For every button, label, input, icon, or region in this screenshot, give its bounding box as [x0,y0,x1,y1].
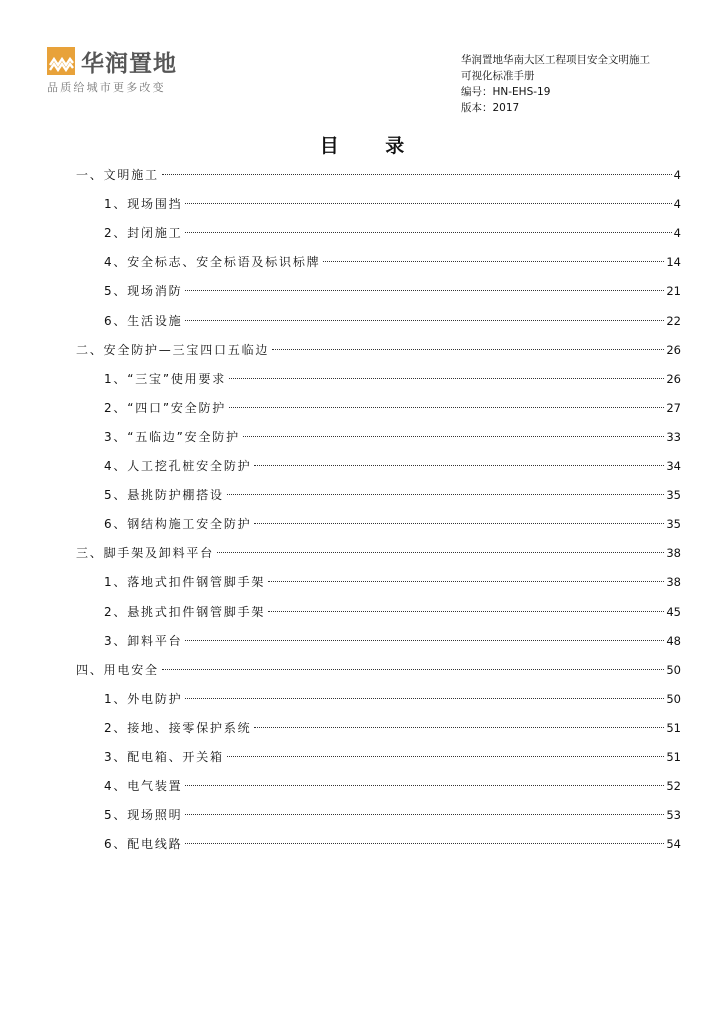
toc-dot-leader [162,174,672,175]
toc-entry-label: 3、“五临边”安全防护 [104,429,240,444]
toc-entry-label: 4、人工挖孔桩安全防护 [104,459,252,473]
toc-dot-leader [254,523,664,524]
toc-dot-leader [227,494,665,495]
toc-dot-leader [268,611,664,612]
toc-section-entry[interactable] [104,281,681,301]
toc-dot-leader [227,756,665,757]
toc-entry-label: 1、现场围挡 [104,197,183,212]
toc-section-entry[interactable] [104,572,681,592]
toc-entry-page-number: 4 [673,168,681,182]
toc-dot-leader [243,436,664,437]
toc-entry-page-number: 26 [666,342,681,357]
toc-section-entry[interactable] [104,776,681,796]
toc-section-entry[interactable] [104,747,681,767]
toc-entry-page-number: 50 [666,691,681,706]
toc-dot-leader [254,465,664,466]
toc-entry-label: 5、现场照明 [104,808,183,823]
toc-entry-label: 三、脚手架及卸料平台 [76,546,215,561]
toc-title: 目 录 [319,135,425,157]
toc-entry-label: 2、接地、接零保护系统 [104,720,252,735]
manual-title-line-1: 华润置地华南大区工程项目安全文明施工 [461,54,650,66]
toc-dot-leader [185,785,664,786]
toc-dot-leader [268,581,664,582]
toc-entry-label: 4、安全标志、安全标语及标识标牌 [104,255,321,270]
toc-entry-label: 1、“三宝”使用要求 [104,371,227,386]
document-number: 编号：HN-EHS-19 [461,86,551,98]
toc-section-entry[interactable] [104,252,681,272]
logo-slogan: 品质给城市更多改变 [47,81,166,94]
toc-entry-label: 3、卸料平台 [104,633,183,648]
toc-chapter-entry[interactable] [76,543,681,563]
toc-dot-leader [162,669,665,670]
toc-chapter-entry[interactable] [76,660,681,680]
toc-section-entry[interactable] [104,718,681,738]
toc-section-entry[interactable] [104,602,681,622]
toc-section-entry[interactable] [104,485,681,505]
toc-entry-page-number: 34 [666,459,681,473]
toc-entry-label: 2、“四口”安全防护 [104,400,227,415]
toc-entry-page-number: 38 [666,546,681,561]
logo-brand-name: 华润置地 [81,51,177,77]
toc-entry-label: 一、文明施工 [76,168,159,182]
manual-title-line-2: 可视化标准手册 [461,70,535,82]
company-logo [47,45,197,95]
toc-section-entry[interactable] [104,456,681,476]
toc-section-entry[interactable] [104,311,681,331]
toc-entry-page-number: 35 [666,517,681,532]
toc-section-entry[interactable] [104,194,681,214]
toc-entry-page-number: 50 [666,662,681,677]
toc-entry-label: 5、悬挑防护棚搭设 [104,488,224,503]
toc-entry-page-number: 54 [666,837,681,852]
toc-section-entry[interactable] [104,514,681,534]
toc-entry-label: 1、外电防护 [104,691,183,706]
toc-section-entry[interactable] [104,427,681,447]
toc-chapter-entry[interactable] [76,340,681,360]
toc-entry-label: 二、安全防护—三宝四口五临边 [76,342,270,357]
toc-entry-page-number: 33 [666,429,681,444]
toc-section-entry[interactable] [104,631,681,651]
toc-entry-page-number: 53 [666,808,681,823]
toc-dot-leader [229,407,664,408]
document-version: 版本：2017 [461,102,520,114]
toc-entry-label: 2、悬挑式扣件钢管脚手架 [104,604,266,619]
toc-dot-leader [185,232,671,233]
toc-section-entry[interactable] [104,223,681,243]
toc-entry-label: 2、封闭施工 [104,226,183,241]
toc-entry-label: 6、生活设施 [104,313,183,328]
toc-dot-leader [185,320,664,321]
toc-entry-page-number: 27 [666,400,681,415]
toc-section-entry[interactable] [104,369,681,389]
toc-entry-label: 6、钢结构施工安全防护 [104,517,252,532]
toc-dot-leader [185,203,671,204]
toc-section-entry[interactable] [104,805,681,825]
toc-entry-page-number: 4 [673,197,681,212]
toc-entry-page-number: 22 [666,313,681,328]
crl-wave-logo-icon [47,47,75,75]
toc-dot-leader [272,349,664,350]
toc-dot-leader [185,814,664,815]
toc-section-entry[interactable] [104,834,681,854]
toc-dot-leader [185,843,664,844]
toc-entry-label: 四、用电安全 [76,662,159,677]
toc-entry-label: 1、落地式扣件钢管脚手架 [104,575,266,590]
toc-dot-leader [217,552,664,553]
toc-dot-leader [185,640,664,641]
toc-entry-page-number: 35 [666,488,681,503]
toc-chapter-entry[interactable] [76,165,681,185]
toc-entry-page-number: 38 [666,575,681,590]
toc-dot-leader [185,698,664,699]
toc-entry-page-number: 45 [666,604,681,619]
toc-dot-leader [229,378,664,379]
toc-entry-label: 6、配电线路 [104,837,183,852]
toc-entry-page-number: 14 [666,255,681,270]
toc-section-entry[interactable] [104,398,681,418]
toc-entry-page-number: 48 [666,633,681,648]
toc-entry-label: 4、电气装置 [104,779,183,794]
document-header-info [461,52,650,116]
toc-dot-leader [323,261,664,262]
toc-dot-leader [185,290,664,291]
toc-dot-leader [254,727,664,728]
toc-entry-page-number: 52 [666,779,681,794]
toc-entry-label: 3、配电箱、开关箱 [104,750,224,764]
toc-section-entry[interactable] [104,689,681,709]
toc-entry-label: 5、现场消防 [104,284,183,299]
toc-entry-page-number: 26 [666,371,681,386]
toc-entry-page-number: 51 [666,720,681,735]
toc-entry-page-number: 4 [673,226,681,241]
toc-entry-page-number: 51 [666,750,681,764]
toc-entry-page-number: 21 [666,284,681,299]
